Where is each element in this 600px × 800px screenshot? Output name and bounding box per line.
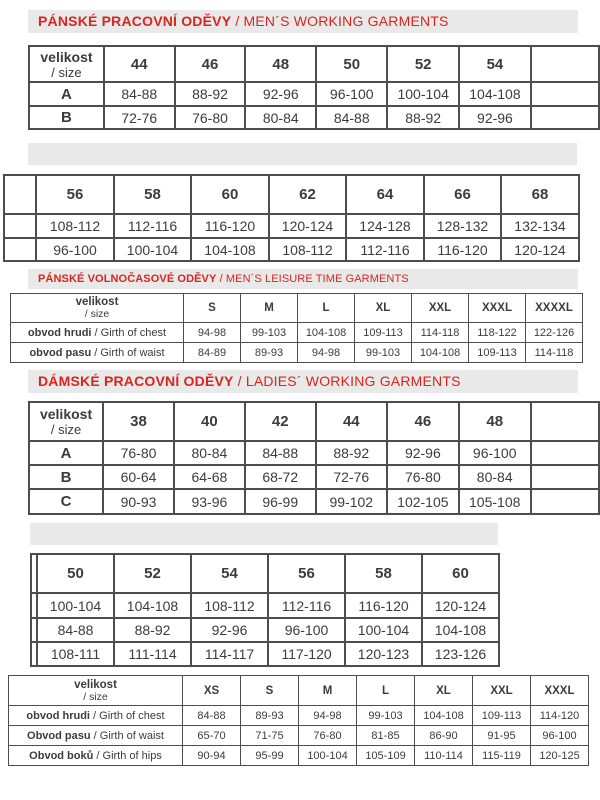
row-label-cz: obvod hrudi	[27, 326, 92, 339]
value-cell: 76-80	[103, 441, 174, 465]
size-col-header: 64	[346, 175, 424, 214]
value-cell: 71-75	[241, 726, 299, 746]
value-cell: 104-108	[459, 82, 531, 106]
section-title-cz: PÁNSKÉ VOLNOČASOVÉ ODĚVY	[38, 273, 217, 285]
value-cell: 76-80	[175, 106, 246, 129]
size-col-header: 68	[501, 175, 579, 214]
value-cell: 120-125	[531, 746, 589, 766]
value-cell: 93-96	[174, 489, 245, 514]
value-cell: 64-68	[174, 465, 245, 489]
size-col-header: 52	[387, 46, 459, 82]
section-title-cz: DÁMSKÉ PRACOVNÍ ODĚVY	[38, 373, 234, 389]
row-label	[11, 323, 184, 343]
table-row	[29, 441, 599, 465]
section-header-ladies-working	[28, 370, 578, 393]
value-cell: 90-93	[103, 489, 174, 514]
size-col-header: 54	[459, 46, 531, 82]
value-cell: 122-126	[526, 323, 583, 343]
value-cell: 100-104	[345, 618, 422, 642]
row-label-cz: obvod pasu	[29, 346, 92, 359]
value-cell: 112-116	[268, 593, 345, 618]
divider-bar	[28, 143, 577, 165]
value-cell: 88-92	[316, 441, 387, 465]
value-cell: 108-111	[37, 642, 114, 666]
value-cell: 116-120	[424, 238, 501, 261]
size-col-header: 62	[269, 175, 346, 214]
value-cell: 104-108	[415, 706, 473, 726]
value-cell: 96-100	[268, 618, 345, 642]
size-col-header: 54	[191, 554, 268, 593]
value-cell: 99-102	[316, 489, 387, 514]
size-col-header: M	[299, 676, 357, 706]
row-label-cz: obvod hrudi	[26, 709, 90, 722]
value-cell: 89-93	[241, 706, 299, 726]
value-cell: 105-108	[459, 489, 531, 514]
value-cell: 76-80	[299, 726, 357, 746]
size-col-header: 48	[459, 402, 531, 441]
empty-cell	[4, 214, 36, 238]
row-label-cz: Obvod pasu	[27, 729, 91, 742]
size-header-en: / size	[84, 308, 110, 320]
value-cell: 124-128	[346, 214, 424, 238]
value-cell: 100-104	[299, 746, 357, 766]
value-cell: 84-88	[104, 82, 175, 106]
value-cell: 88-92	[387, 106, 459, 129]
table-header-row	[9, 676, 589, 706]
table-header-row	[29, 402, 599, 441]
size-header-cz: velikost	[74, 678, 117, 691]
value-cell: 88-92	[175, 82, 246, 106]
size-col-header: XXL	[412, 294, 469, 323]
table-row	[31, 642, 499, 666]
size-col-header: XL	[355, 294, 412, 323]
value-cell: 114-117	[191, 642, 268, 666]
value-cell: 100-104	[114, 238, 191, 261]
size-col-header: 56	[36, 175, 114, 214]
row-label: A	[29, 82, 104, 106]
value-cell: 84-88	[37, 618, 114, 642]
value-cell: 120-124	[501, 238, 579, 261]
section-title-en: / MEN´S WORKING GARMENTS	[235, 13, 449, 29]
value-cell: 112-116	[114, 214, 191, 238]
size-col-header: 40	[174, 402, 245, 441]
size-col-header: 58	[345, 554, 422, 593]
value-cell: 99-103	[241, 323, 298, 343]
table-header-row	[11, 294, 583, 323]
table-row	[29, 465, 599, 489]
value-cell: 86-90	[415, 726, 473, 746]
size-header-cell	[9, 676, 183, 706]
size-header-en: / size	[83, 690, 108, 703]
size-col-header: 52	[114, 554, 191, 593]
size-col-header: 50	[37, 554, 114, 593]
size-col-header: 58	[114, 175, 191, 214]
empty-cell	[531, 106, 599, 129]
size-col-header: 66	[424, 175, 501, 214]
value-cell: 112-116	[346, 238, 424, 261]
table-row	[4, 214, 579, 238]
value-cell: 99-103	[357, 706, 415, 726]
size-col-header: 42	[245, 402, 316, 441]
ladies-working-table-xs-xxxl	[8, 675, 589, 766]
row-label-en: / Girth of waist	[94, 346, 165, 359]
row-label-en: / Girth of chest	[93, 709, 165, 722]
size-col-header: L	[298, 294, 355, 323]
value-cell: 96-100	[36, 238, 114, 261]
value-cell: 90-94	[183, 746, 241, 766]
ladies-working-table-38-48	[28, 401, 600, 515]
divider-bar	[30, 523, 498, 545]
size-col-header: 56	[268, 554, 345, 593]
value-cell: 120-123	[345, 642, 422, 666]
value-cell: 110-114	[415, 746, 473, 766]
value-cell: 80-84	[245, 106, 316, 129]
size-col-header: 50	[316, 46, 387, 82]
value-cell: 115-119	[473, 746, 531, 766]
row-label-cz: Obvod boků	[29, 749, 94, 762]
size-col-header: 46	[387, 402, 459, 441]
empty-cell	[531, 489, 599, 514]
value-cell: 104-108	[422, 618, 499, 642]
value-cell: 100-104	[37, 593, 114, 618]
value-cell: 88-92	[114, 618, 191, 642]
size-col-header: 44	[104, 46, 175, 82]
section-title-en: / MEN´S LEISURE TIME GARMENTS	[219, 273, 409, 285]
value-cell: 111-114	[114, 642, 191, 666]
value-cell: 108-112	[191, 593, 268, 618]
value-cell: 84-88	[183, 706, 241, 726]
value-cell: 104-108	[191, 238, 269, 261]
row-label: A	[29, 441, 103, 465]
empty-cell	[531, 402, 599, 441]
value-cell: 120-124	[422, 593, 499, 618]
size-col-header: XS	[183, 676, 241, 706]
mens-leisure-table	[10, 293, 583, 363]
section-header-mens-leisure	[28, 269, 578, 289]
value-cell: 104-108	[114, 593, 191, 618]
value-cell: 132-134	[501, 214, 579, 238]
size-col-header: 60	[422, 554, 499, 593]
value-cell: 89-93	[241, 343, 298, 363]
table-row	[31, 618, 499, 642]
row-label-en: / Girth of hips	[96, 749, 162, 762]
size-col-header: XL	[415, 676, 473, 706]
mens-working-table-56-68	[3, 174, 580, 262]
size-col-header: L	[357, 676, 415, 706]
value-cell: 65-70	[183, 726, 241, 746]
value-cell: 117-120	[268, 642, 345, 666]
table-row	[4, 238, 579, 261]
value-cell: 95-99	[241, 746, 299, 766]
table-row	[29, 489, 599, 514]
size-header-en: / size	[51, 64, 82, 80]
table-header-row	[4, 175, 579, 214]
row-label	[9, 706, 183, 726]
row-label: B	[29, 106, 104, 129]
table-header-row	[31, 554, 499, 593]
row-label: C	[29, 489, 103, 514]
value-cell: 104-108	[412, 343, 469, 363]
value-cell: 109-113	[469, 343, 526, 363]
value-cell: 104-108	[298, 323, 355, 343]
size-header-cell	[29, 46, 104, 82]
value-cell: 92-96	[459, 106, 531, 129]
row-label	[9, 726, 183, 746]
value-cell: 92-96	[387, 441, 459, 465]
value-cell: 109-113	[355, 323, 412, 343]
table-row	[29, 106, 599, 129]
value-cell: 76-80	[387, 465, 459, 489]
value-cell: 92-96	[245, 82, 316, 106]
section-header-mens-working	[28, 10, 578, 33]
value-cell: 123-126	[422, 642, 499, 666]
table-row	[9, 726, 589, 746]
value-cell: 114-120	[531, 706, 589, 726]
value-cell: 84-88	[316, 106, 387, 129]
value-cell: 99-103	[355, 343, 412, 363]
ladies-working-table-50-60	[30, 553, 500, 667]
size-header-cz: velikost	[39, 406, 93, 422]
size-col-header: XXXL	[469, 294, 526, 323]
value-cell: 84-88	[245, 441, 316, 465]
value-cell: 118-122	[469, 323, 526, 343]
value-cell: 105-109	[357, 746, 415, 766]
value-cell: 94-98	[184, 323, 241, 343]
empty-cell	[531, 46, 599, 82]
size-header-cell	[11, 294, 184, 323]
table-row	[9, 706, 589, 726]
table-row	[31, 593, 499, 618]
value-cell: 128-132	[424, 214, 501, 238]
empty-cell	[531, 465, 599, 489]
table-row	[29, 82, 599, 106]
value-cell: 114-118	[412, 323, 469, 343]
value-cell: 92-96	[191, 618, 268, 642]
size-col-header: XXXXL	[526, 294, 583, 323]
value-cell: 84-89	[184, 343, 241, 363]
size-col-header: XXL	[473, 676, 531, 706]
value-cell: 68-72	[245, 465, 316, 489]
size-col-header: 38	[103, 402, 174, 441]
empty-cell	[531, 441, 599, 465]
row-label-en: / Girth of chest	[94, 326, 167, 339]
value-cell: 96-99	[245, 489, 316, 514]
table-row	[11, 343, 583, 363]
empty-cell	[4, 175, 36, 214]
size-header-cell	[29, 402, 103, 441]
size-col-header: S	[241, 676, 299, 706]
value-cell: 81-85	[357, 726, 415, 746]
value-cell: 96-100	[316, 82, 387, 106]
size-col-header: S	[184, 294, 241, 323]
value-cell: 60-64	[103, 465, 174, 489]
value-cell: 102-105	[387, 489, 459, 514]
value-cell: 91-95	[473, 726, 531, 746]
value-cell: 94-98	[299, 706, 357, 726]
row-label	[11, 343, 184, 363]
value-cell: 94-98	[298, 343, 355, 363]
row-label-en: / Girth of waist	[93, 729, 164, 742]
size-col-header: 46	[175, 46, 246, 82]
table-row	[11, 323, 583, 343]
section-title-cz: PÁNSKÉ PRACOVNÍ ODĚVY	[38, 13, 232, 29]
value-cell: 72-76	[104, 106, 175, 129]
row-label	[9, 746, 183, 766]
size-col-header: XXXL	[531, 676, 589, 706]
value-cell: 80-84	[459, 465, 531, 489]
row-label: B	[29, 465, 103, 489]
empty-cell	[531, 82, 599, 106]
size-col-header: 44	[316, 402, 387, 441]
size-header-cz: velikost	[75, 296, 119, 308]
value-cell: 80-84	[174, 441, 245, 465]
value-cell: 116-120	[191, 214, 269, 238]
size-header-cz: velikost	[40, 48, 93, 65]
size-col-header: M	[241, 294, 298, 323]
value-cell: 96-100	[459, 441, 531, 465]
table-row	[9, 746, 589, 766]
value-cell: 114-118	[526, 343, 583, 363]
size-col-header: 48	[245, 46, 316, 82]
empty-cell	[4, 238, 36, 261]
value-cell: 108-112	[269, 238, 346, 261]
mens-working-table-44-54	[28, 45, 600, 130]
value-cell: 100-104	[387, 82, 459, 106]
value-cell: 116-120	[345, 593, 422, 618]
value-cell: 72-76	[316, 465, 387, 489]
table-header-row	[29, 46, 599, 82]
size-col-header: 60	[191, 175, 269, 214]
value-cell: 120-124	[269, 214, 346, 238]
size-header-en: / size	[50, 422, 82, 437]
value-cell: 108-112	[36, 214, 114, 238]
value-cell: 109-113	[473, 706, 531, 726]
value-cell: 96-100	[531, 726, 589, 746]
section-title-en: / LADIES´ WORKING GARMENTS	[237, 373, 461, 389]
